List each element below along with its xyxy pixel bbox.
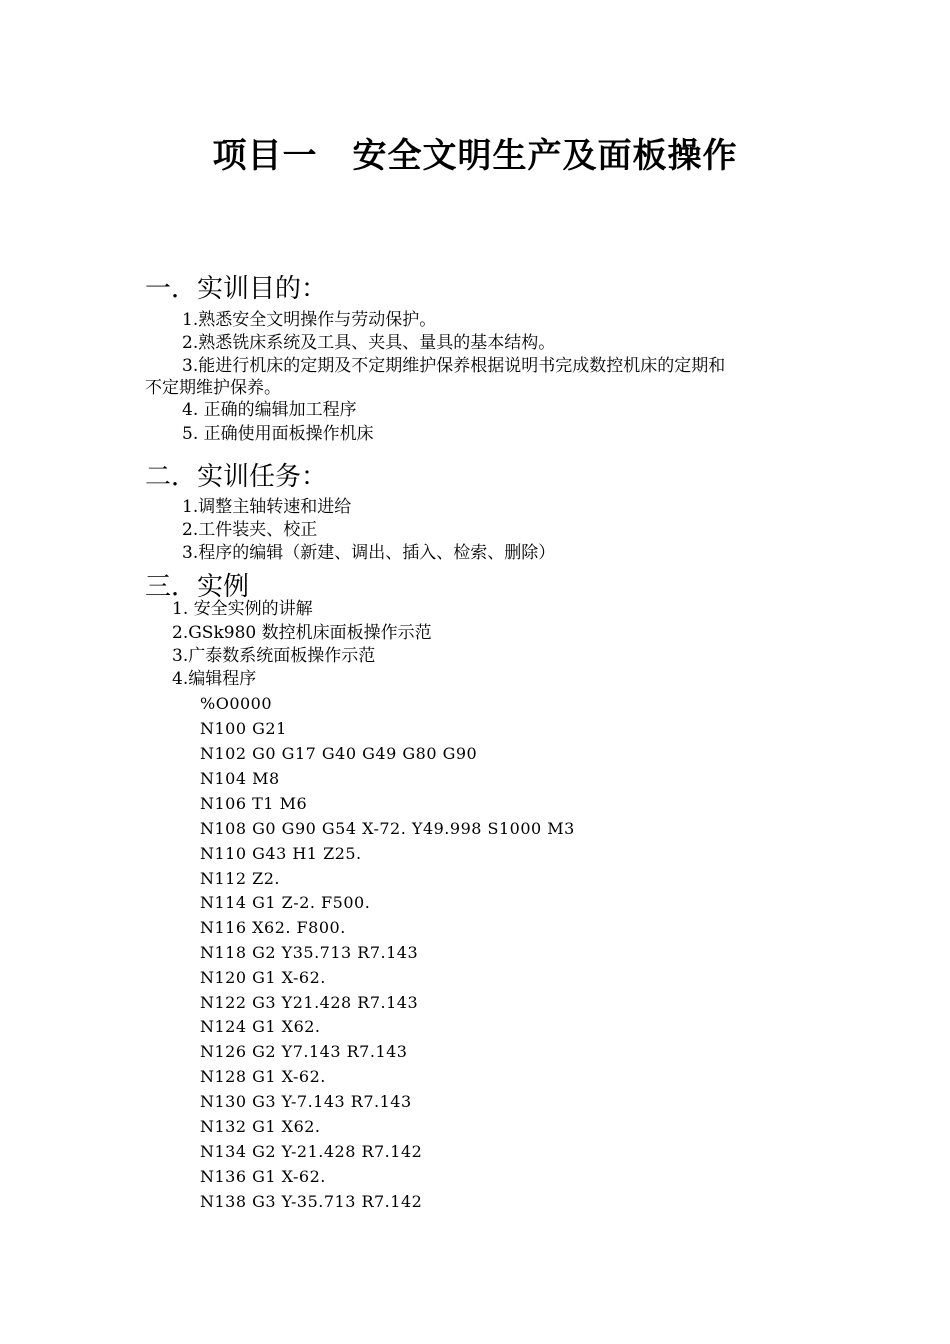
goal-item: 1.熟悉安全文明操作与劳动保护。 xyxy=(182,310,437,330)
section-heading-examples: 三．实例 xyxy=(145,572,250,602)
program-line: N106 T1 M6 xyxy=(200,794,308,813)
program-line: N138 G3 Y-35.713 R7.142 xyxy=(200,1192,423,1211)
example-item: 1. 安全实例的讲解 xyxy=(172,599,313,619)
program-line: N128 G1 X-62. xyxy=(200,1067,326,1086)
program-line: N116 X62. F800. xyxy=(200,918,346,937)
program-line: N108 G0 G90 G54 X-72. Y49.998 S1000 M3 xyxy=(200,819,575,838)
document-title: 项目一 安全文明生产及面板操作 xyxy=(212,136,738,176)
program-line: N102 G0 G17 G40 G49 G80 G90 xyxy=(200,744,478,763)
example-item: 4.编辑程序 xyxy=(172,669,257,689)
goal-item: 2.熟悉铣床系统及工具、夹具、量具的基本结构。 xyxy=(182,333,556,353)
program-line: N134 G2 Y-21.428 R7.142 xyxy=(200,1142,423,1161)
task-item: 3.程序的编辑（新建、调出、插入、检索、删除） xyxy=(182,543,556,563)
goal-item-continuation: 不定期维护保养。 xyxy=(145,378,281,398)
goal-item: 3.能进行机床的定期及不定期维护保养根据说明书完成数控机床的定期和 xyxy=(182,356,726,376)
section-heading-training-tasks: 二．实训任务： xyxy=(145,462,328,492)
program-line: N124 G1 X62. xyxy=(200,1017,321,1036)
goal-item: 5. 正确使用面板操作机床 xyxy=(182,424,374,444)
program-line: N114 G1 Z-2. F500. xyxy=(200,893,371,912)
program-line: %O0000 xyxy=(200,694,273,713)
program-line: N132 G1 X62. xyxy=(200,1117,321,1136)
program-line: N130 G3 Y-7.143 R7.143 xyxy=(200,1092,412,1111)
example-item: 2.GSk980 数控机床面板操作示范 xyxy=(172,623,432,643)
program-line: N136 G1 X-62. xyxy=(200,1167,326,1186)
task-item: 2.工件装夹、校正 xyxy=(182,520,318,540)
program-line: N110 G43 H1 Z25. xyxy=(200,844,362,863)
program-line: N126 G2 Y7.143 R7.143 xyxy=(200,1042,408,1061)
program-line: N120 G1 X-62. xyxy=(200,968,326,987)
program-line: N122 G3 Y21.428 R7.143 xyxy=(200,993,419,1012)
section-heading-training-goals: 一．实训目的： xyxy=(145,274,328,304)
program-line: N112 Z2. xyxy=(200,869,281,888)
program-line: N100 G21 xyxy=(200,719,287,738)
task-item: 1.调整主轴转速和进给 xyxy=(182,497,352,517)
example-item: 3.广泰数系统面板操作示范 xyxy=(172,646,376,666)
program-line: N118 G2 Y35.713 R7.143 xyxy=(200,943,419,962)
goal-item: 4. 正确的编辑加工程序 xyxy=(182,400,357,420)
program-line: N104 M8 xyxy=(200,769,280,788)
